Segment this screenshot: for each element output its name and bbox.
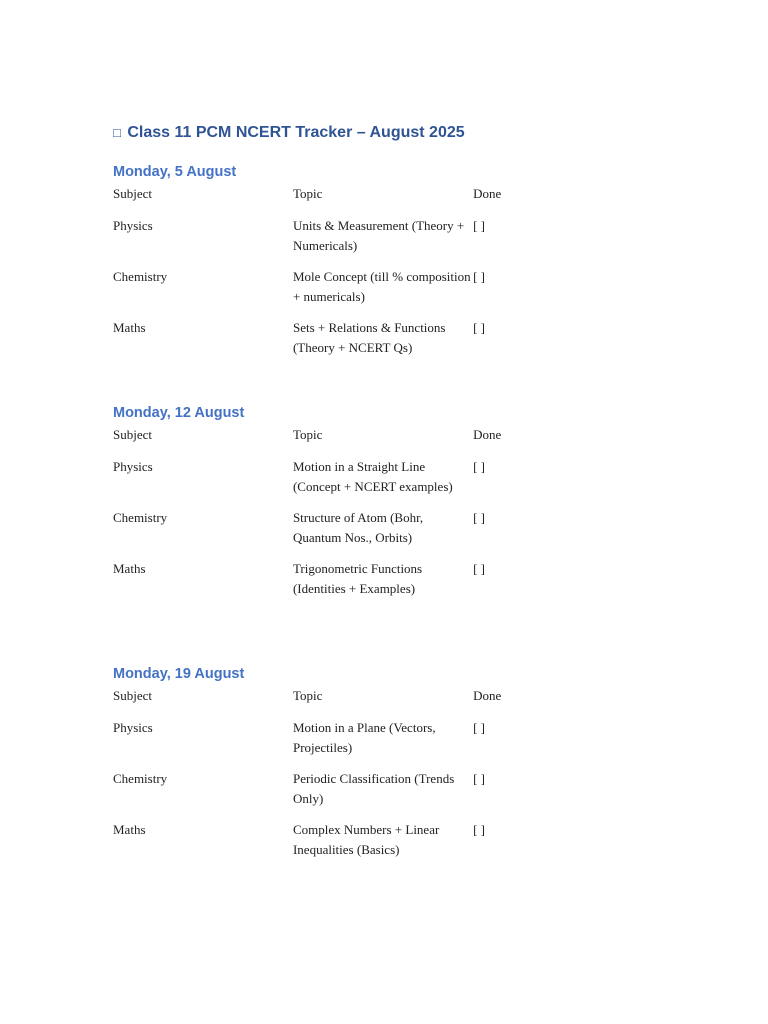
cell-topic: Periodic Classification (Trends Only) [292,771,455,806]
cell-topic: Structure of Atom (Bohr, Quantum Nos., Orbits) [292,510,424,545]
done-checkbox[interactable]: [ ] [473,720,485,735]
tracker-table [113,184,513,369]
cell-topic: Sets + Relations & Functions (Theory + NCERT Qs) [292,320,446,355]
table-row [113,508,513,559]
tracker-table [113,686,513,871]
done-checkbox[interactable]: [ ] [473,822,485,837]
done-checkbox[interactable]: [ ] [473,320,485,335]
document-title [113,124,465,142]
cell-topic: Motion in a Straight Line (Concept + NCERT examples) [292,459,453,494]
section-heading: Monday, 5 August [113,164,237,180]
table-row [113,559,513,610]
header-done: Done [473,186,502,201]
table-row [113,216,513,267]
cell-subject: Maths [113,320,146,335]
section-monday-19-august [113,664,513,871]
table-row [113,718,513,769]
cell-subject: Chemistry [113,771,168,786]
cell-topic: Motion in a Plane (Vectors, Projectiles) [292,720,436,755]
table-row [113,318,513,369]
header-topic: Topic [292,688,323,703]
done-checkbox[interactable]: [ ] [473,218,485,233]
table-row [113,457,513,508]
section-monday-5-august [113,162,513,369]
cell-subject: Chemistry [113,269,168,284]
section-heading: Monday, 19 August [113,666,245,682]
header-topic: Topic [292,427,323,442]
done-checkbox[interactable]: [ ] [473,561,485,576]
table-row [113,769,513,820]
cell-subject: Chemistry [113,510,168,525]
header-subject: Subject [113,186,152,201]
section-monday-12-august [113,403,513,610]
header-subject: Subject [113,427,152,442]
header-subject: Subject [113,688,152,703]
cell-subject: Maths [113,822,146,837]
cell-topic: Units & Measurement (Theory + Numericals) [292,218,465,253]
section-heading: Monday, 12 August [113,405,245,421]
cell-subject: Physics [113,720,153,735]
cell-topic: Mole Concept (till % composition + numericals) [292,269,471,304]
header-topic: Topic [292,186,323,201]
table-row [113,267,513,318]
table-header-row [113,686,513,718]
table-header-row [113,425,513,457]
table-header-row [113,184,513,216]
cell-subject: Maths [113,561,146,576]
done-checkbox[interactable]: [ ] [473,771,485,786]
done-checkbox[interactable]: [ ] [473,459,485,474]
header-done: Done [473,427,502,442]
done-checkbox[interactable]: [ ] [473,510,485,525]
cell-subject: Physics [113,459,153,474]
document-title-text: Class 11 PCM NCERT Tracker – August 2025 [127,124,465,141]
cell-topic: Trigonometric Functions (Identities + Examples) [292,561,423,596]
header-done: Done [473,688,502,703]
missing-glyph-icon: □ [113,125,121,140]
cell-subject: Physics [113,218,153,233]
tracker-table [113,425,513,610]
cell-topic: Complex Numbers + Linear Inequalities (Basics) [292,822,440,857]
done-checkbox[interactable]: [ ] [473,269,485,284]
table-row [113,820,513,871]
